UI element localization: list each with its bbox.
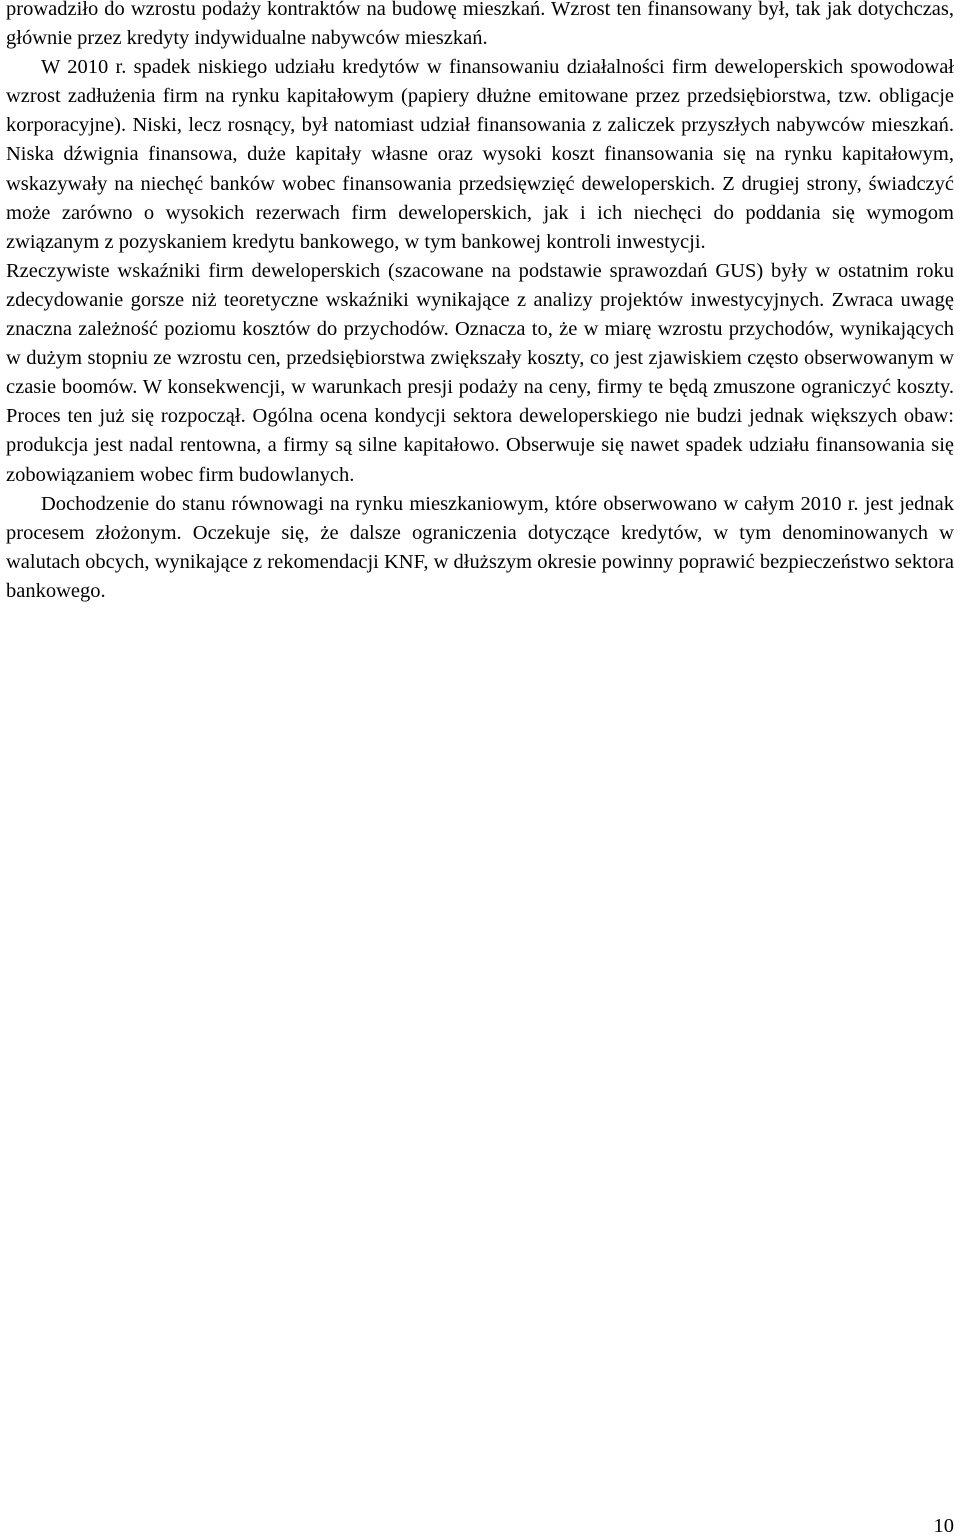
page-number: 10 [933,1515,954,1537]
paragraph-1: prowadziło do wzrostu podaży kontraktów na budowę mieszkań. Wzrost ten finansowany był, tak jak dotychczas, głównie przez kredyty indywidualne nabywców mieszkań. [6,0,954,50]
paragraph-3: Rzeczywiste wskaźniki firm deweloperskich (szacowane na podstawie sprawozdań GUS) były w ostatnim roku zdecydowanie gorsze niż teoretyczne wskaźniki wynikające z analizy projektów inwestycyjnych. Zwraca uwagę znaczna zależność poziomu kosztów do przychodów. Oznacza to, że w miarę wzrostu przychodów, wynikających w dużym stopniu ze wzrostu cen, przedsiębiorstwa zwiększały koszty, co jest zjawiskiem często obserwowanym w czasie boomów. W konsekwencji, w warunkach presji podaży na ceny, firmy te będą zmuszone ograniczyć koszty. Proces ten już się rozpoczął. Ogólna ocena kondycji sektora deweloperskiego nie budzi jednak większych obaw: produkcja jest nadal rentowna, a firmy są silne kapitałowo. Obserwuje się nawet spadek udziału finansowania się zobowiązaniem wobec firm budowlanych. [6,259,954,486]
text-body [6,0,954,606]
paragraph-4: Dochodzenie do stanu równowagi na rynku mieszkaniowym, które obserwowano w całym 2010 r. jest jednak procesem złożonym. Oczekuje się, że dalsze ograniczenia dotyczące kredytów, w tym denominowanych w walutach obcych, wynikające z rekomendacji KNF, w dłuższym okresie powinny poprawić bezpieczeństwo sektora bankowego. [6,492,954,602]
paragraph-2: W 2010 r. spadek niskiego udziału kredytów w finansowaniu działalności firm deweloperskich spowodował wzrost zadłużenia firm na rynku kapitałowym (papiery dłużne emitowane przez przedsiębiorstwa, tzw. obligacje korporacyjne). Niski, lecz rosnący, był natomiast udział finansowania z zaliczek przyszłych nabywców mieszkań. Niska dźwignia finansowa, duże kapitały własne oraz wysoki koszt finansowania się na rynku kapitałowym, wskazywały na niechęć banków wobec finansowania przedsięwzięć deweloperskich. Z drugiej strony, świadczyć może zarówno o wysokich rezerwach firm deweloperskich, jak i ich niechęci do poddania się wymogom związanym z pozyskaniem kredytu bankowego, w tym bankowej kontroli inwestycji. [6,56,954,253]
